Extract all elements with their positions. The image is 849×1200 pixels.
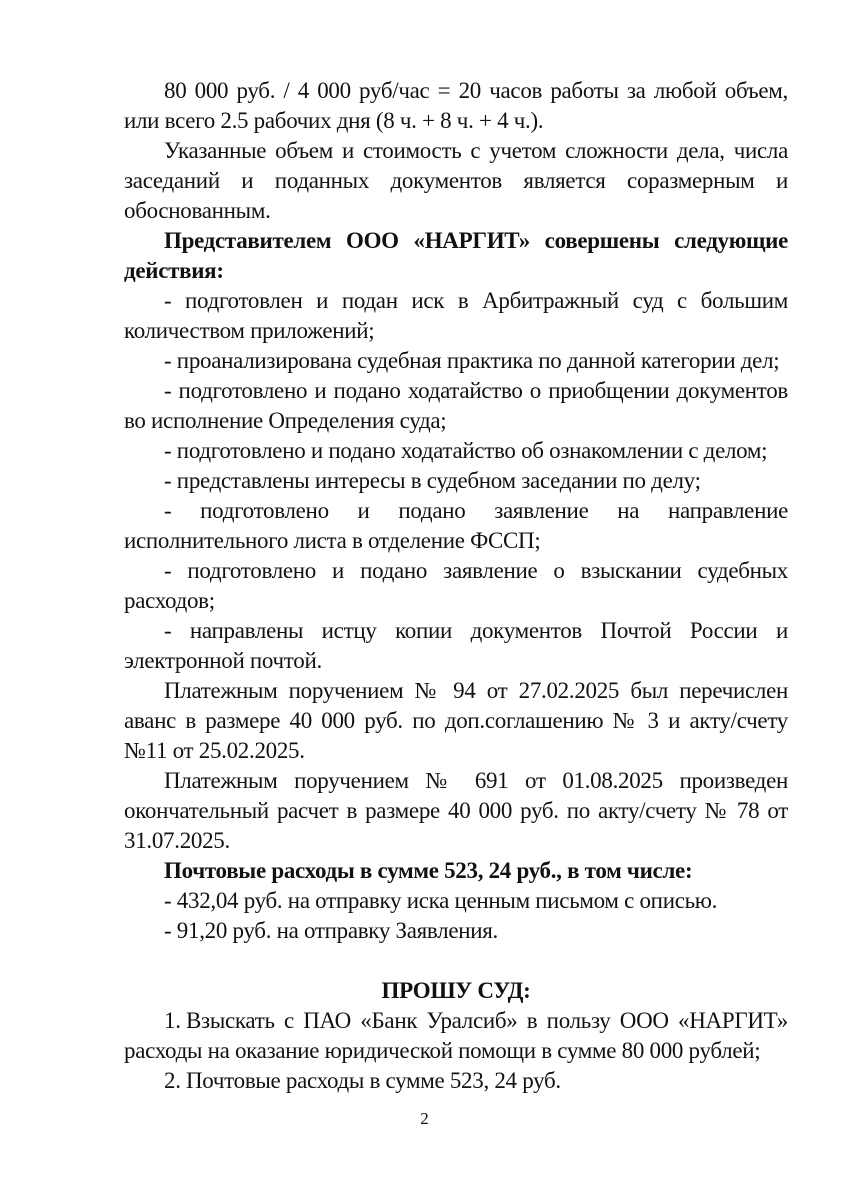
request-item-text: Взыскать с ПАО «Банк Уралсиб» в пользу ООО «НАРГИТ» расходы на оказание юридической помощи в сумме 80 000 рублей; bbox=[124, 1008, 788, 1063]
action-item: - представлены интересы в судебном заседании по делу; bbox=[164, 468, 701, 493]
request-item-number: 2. bbox=[164, 1068, 181, 1093]
payment-paragraph-1: Платежным поручением № 94 от 27.02.2025 был перечислен аванс в размере 40 000 руб. по доп.соглашению № 3 и акту/счету №11 от 25.02.2025. bbox=[124, 678, 788, 763]
calc-line-1: 80 000 руб. / 4 000 руб/час = 20 часов работы за любой объем, bbox=[164, 78, 788, 103]
postal-item: - 91,20 руб. на отправку Заявления. bbox=[164, 918, 498, 943]
action-item: - направлены истцу копии документов Почтой России и электронной почтой. bbox=[124, 618, 788, 673]
postal-heading: Почтовые расходы в сумме 523, 24 руб., в том числе: bbox=[164, 858, 693, 883]
request-heading: ПРОШУ СУД: bbox=[381, 978, 531, 1003]
request-item-1 bbox=[124, 1006, 788, 1066]
action-item: - подготовлено и подано заявление на направление исполнительного листа в отделение ФССП; bbox=[124, 498, 788, 553]
spacer bbox=[124, 946, 788, 976]
proportionality-paragraph: Указанные объем и стоимость с учетом сложности дела, числа заседаний и поданных документов является соразмерным и обоснованным. bbox=[124, 138, 788, 223]
action-item: - подготовлено и подано ходатайство о приобщении документов во исполнение Определения суда; bbox=[124, 378, 788, 433]
payment-paragraph-2: Платежным поручением № 691 от 01.08.2025 произведен окончательный расчет в размере 40 000 руб. по акту/счету № 78 от 31.07.2025. bbox=[124, 768, 788, 853]
request-item-2 bbox=[124, 1066, 788, 1096]
action-item: - подготовлен и подан иск в Арбитражный суд с большим количеством приложений; bbox=[124, 288, 788, 343]
page-number: 2 bbox=[420, 1109, 429, 1128]
document-page bbox=[124, 76, 788, 1096]
actions-list bbox=[124, 286, 788, 676]
action-item: - подготовлено и подано ходатайство об ознакомлении с делом; bbox=[164, 438, 768, 463]
action-item: - проанализирована судебная практика по данной категории дел; bbox=[164, 348, 780, 373]
calc-line-2: или всего 2.5 рабочих дня (8 ч. + 8 ч. + 4 ч.). bbox=[124, 108, 544, 133]
request-item-number: 1. bbox=[164, 1008, 181, 1033]
request-item-text: Почтовые расходы в сумме 523, 24 руб. bbox=[186, 1068, 561, 1093]
actions-heading: Представителем ООО «НАРГИТ» совершены следующие действия: bbox=[124, 228, 788, 283]
action-item: - подготовлено и подано заявление о взыскании судебных расходов; bbox=[124, 558, 788, 613]
postal-item: - 432,04 руб. на отправку иска ценным письмом с описью. bbox=[164, 888, 718, 913]
